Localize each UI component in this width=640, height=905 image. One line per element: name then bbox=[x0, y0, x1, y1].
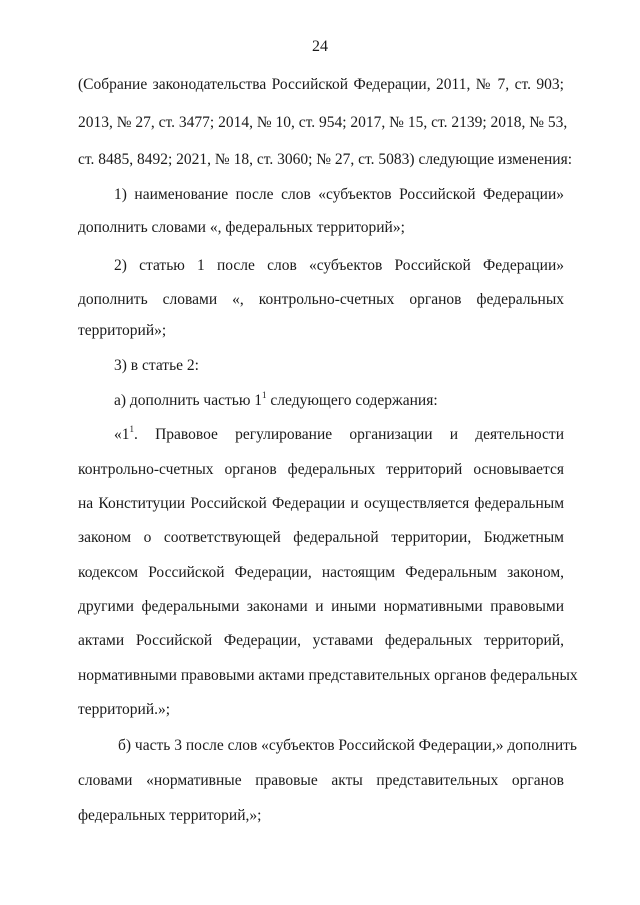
text-line: территорий.»; bbox=[78, 701, 171, 718]
text-line: на Конституции Российской Федерации и осуществляется федеральным bbox=[78, 495, 564, 512]
text-line: территорий»; bbox=[78, 322, 167, 339]
text-segment: а) дополнить частью 1 bbox=[114, 392, 263, 409]
text-line: другими федеральными законами и иными нормативными правовыми bbox=[78, 598, 564, 615]
text-segment: «1 bbox=[114, 426, 130, 443]
text-line: актами Российской Федерации, уставами федеральных территорий, bbox=[78, 632, 564, 649]
text-line: кодексом Российской Федерации, настоящим Федеральным законом, bbox=[78, 564, 564, 581]
text-line bbox=[114, 391, 564, 411]
superscript: 1 bbox=[262, 390, 267, 400]
text-line: 1) наименование после слов «субъектов Российской Федерации» bbox=[114, 186, 564, 203]
text-line: ст. 8485, 8492; 2021, № 18, ст. 3060; № 27, ст. 5083) следующие изменения: bbox=[78, 151, 573, 168]
text-line: (Собрание законодательства Российской Федерации, 2011, № 7, ст. 903; bbox=[78, 76, 564, 93]
text-segment: следующего содержания: bbox=[270, 392, 438, 409]
text-line: б) часть 3 после слов «субъектов Российской Федерации,» дополнить bbox=[118, 737, 577, 754]
superscript: 1 bbox=[129, 424, 134, 434]
text-line: федеральных территорий,»; bbox=[78, 807, 262, 824]
text-line bbox=[114, 425, 564, 445]
text-segment: . Правовое регулирование организации и деятельности bbox=[134, 426, 564, 443]
text-line: 2013, № 27, ст. 3477; 2014, № 10, ст. 954; 2017, № 15, ст. 2139; 2018, № 53, bbox=[78, 114, 568, 131]
text-line: дополнить словами «, федеральных территорий»; bbox=[78, 219, 405, 236]
text-line: 2) статью 1 после слов «субъектов Российской Федерации» bbox=[114, 257, 564, 274]
page-number: 24 bbox=[312, 38, 328, 55]
text-line: дополнить словами «, контрольно-счетных органов федеральных bbox=[78, 291, 564, 308]
text-line: законом о соответствующей федеральной территории, Бюджетным bbox=[78, 529, 564, 546]
text-line: контрольно-счетных органов федеральных территорий основывается bbox=[78, 461, 564, 478]
text-line: нормативными правовыми актами представительных органов федеральных bbox=[78, 667, 578, 684]
text-line: словами «нормативные правовые акты представительных органов bbox=[78, 772, 564, 789]
text-line: 3) в статье 2: bbox=[114, 357, 199, 374]
